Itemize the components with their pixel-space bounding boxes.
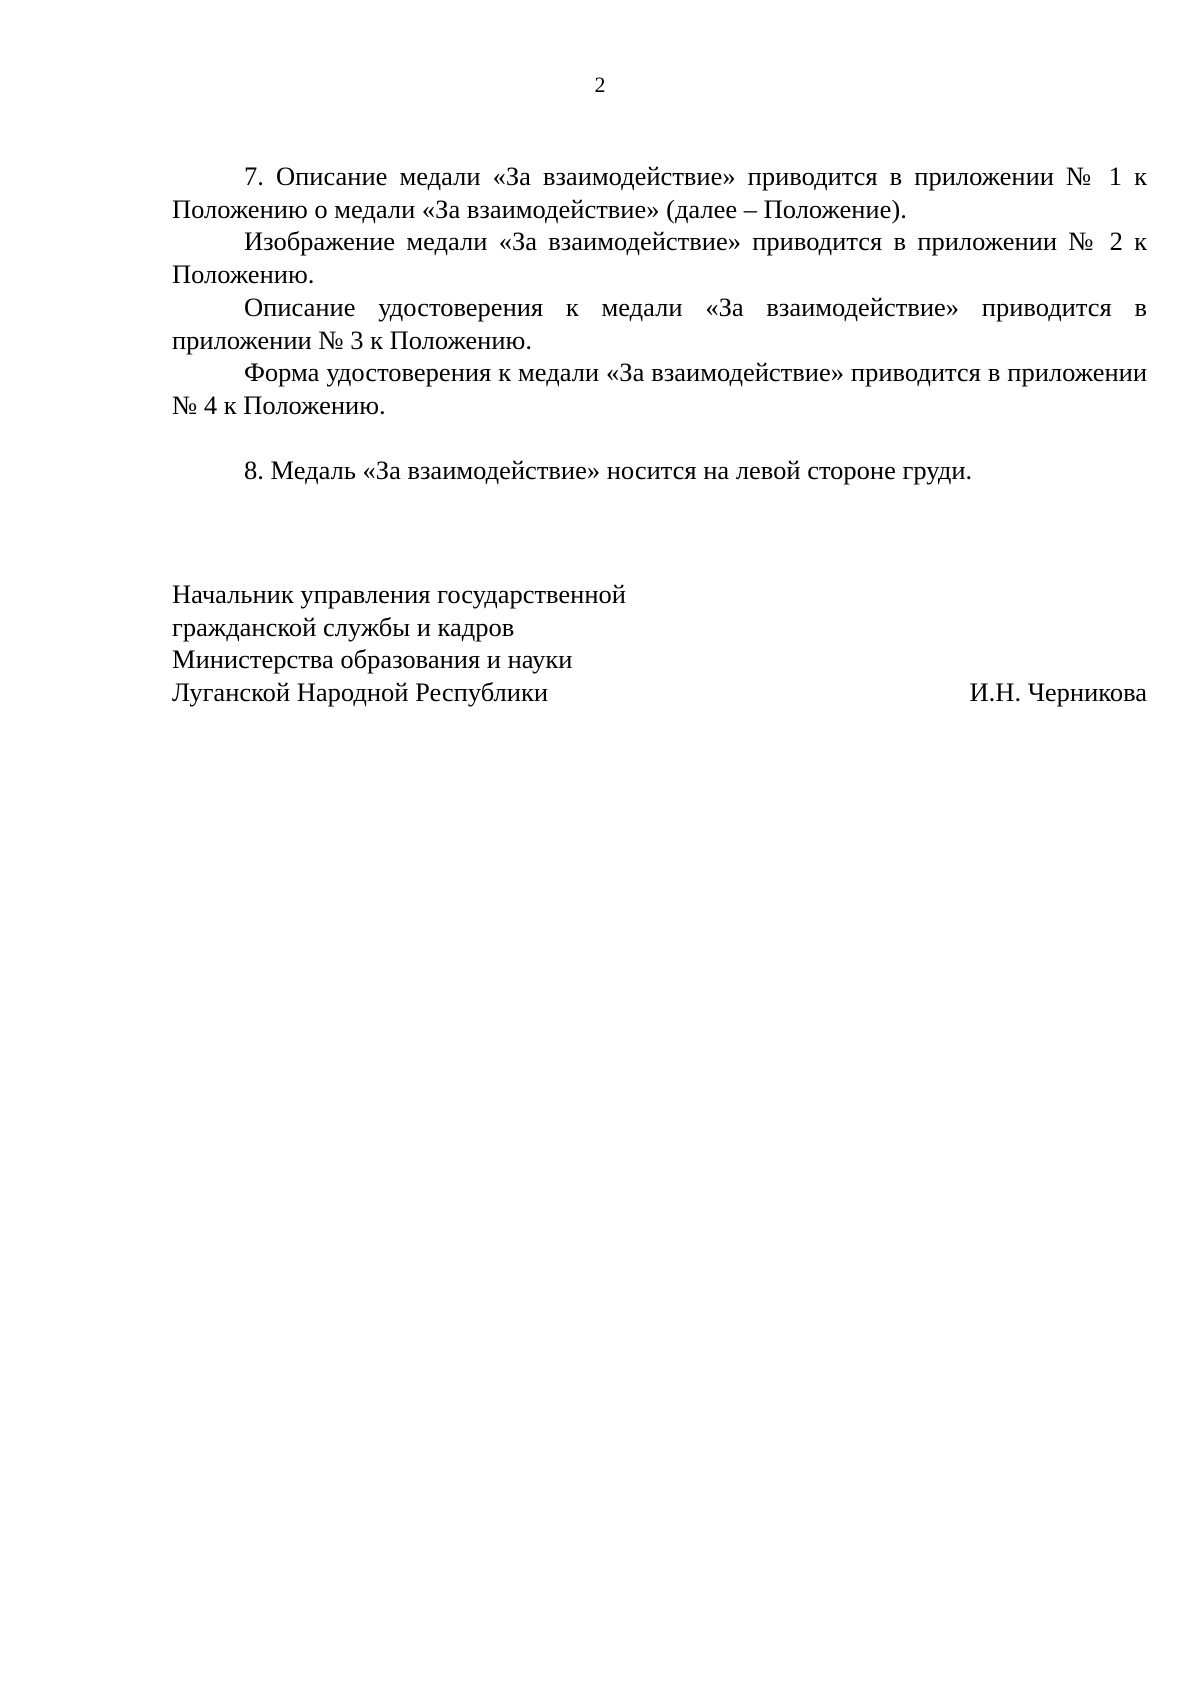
signatory-position-line: гражданской службы и кадров <box>172 611 515 642</box>
paragraph-7-description: 7. Описание медали «За взаимодействие» приводится в приложении № 1 к Положению о медали «За взаимодействие» (далее – Положение). <box>172 161 1147 224</box>
document-body <box>172 160 1147 486</box>
signatory-last-line <box>172 676 1147 709</box>
signatory-position-line: Министерства образования и науки <box>172 644 573 675</box>
paragraph-8-wearing: 8. Медаль «За взаимодействие» носится на левой стороне груди. <box>244 454 973 485</box>
paragraph-certificate-description: Описание удостоверения к медали «За взаимодействие» приводится в приложении № 3 к Положению. <box>172 291 1147 355</box>
signatory-position-line: Луганской Народной Республики <box>172 677 549 708</box>
paragraph-certificate-form: Форма удостоверения к медали «За взаимодействие» приводится в приложении № 4 к Положению. <box>172 357 1147 420</box>
paragraph-medal-image: Изображение медали «За взаимодействие» приводится в приложении № 2 к Положению. <box>172 226 1147 290</box>
signature-block <box>172 578 1147 709</box>
page-number: 2 <box>594 72 606 97</box>
signatory-position-line: Начальник управления государственной <box>172 579 626 609</box>
signatory-name: И.Н. Черникова <box>969 677 1147 708</box>
